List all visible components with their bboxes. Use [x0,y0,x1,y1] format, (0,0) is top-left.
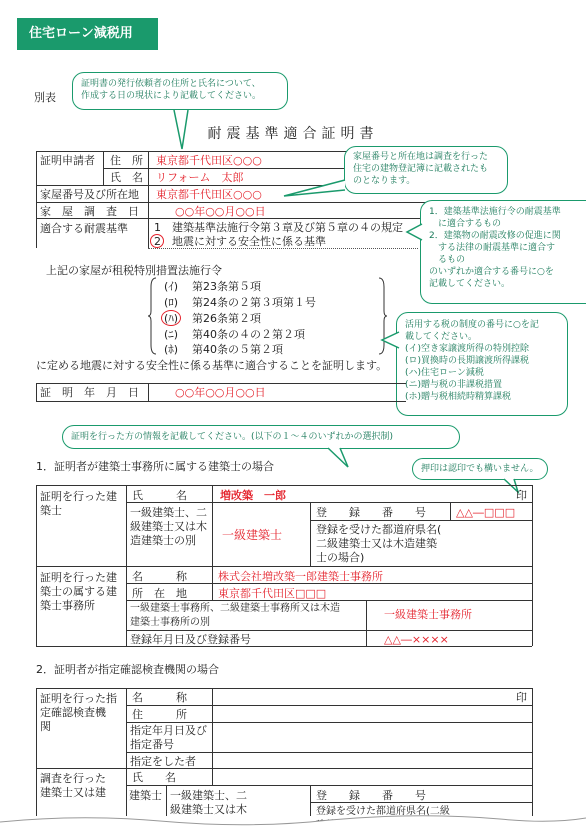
tax-item-text: 第40条の５第２項 [192,343,283,356]
callout-tax-pointer [380,330,400,352]
section1-type-value: 一級建築士 [222,528,283,542]
section2-org-name-label: 名 称 [132,691,187,704]
address-label: 住 所 [110,154,143,167]
house-number-value: 東京都千代田区○○○ [156,188,262,201]
callout-seal: 押印は認印でも構いません。 [412,458,548,480]
section2-heading: 2．証明者が指定確認検査機関の場合 [36,663,219,676]
callout-certifier: 証明を行った方の情報を記載してください。(以下の１～４のいずれかの選択制) [62,425,460,449]
section2-org-label: 証明を行った指 [40,692,117,705]
section2-designator-label: 指定をした者 [130,755,196,768]
section1-office-name-label: 名 称 [132,570,187,583]
section1-person-label: 築士 [40,504,62,517]
section2-designation-label: 指定年月日及び [130,724,207,737]
tax-item-mark: (ﾎ) [164,343,179,356]
tax-item-text: 第23条第５項 [192,280,261,293]
tax-item-text: 第24条の２第３項第１号 [192,296,316,309]
callout-applicant: 証明書の発行依頼者の住所と氏名について、 作成する日の現状により記載してください。 [72,72,288,110]
section2-pref-label: 登録を受けた都道府県名(二級 [316,806,450,817]
section1-office-type-label: 一級建築士事務所、二級建築士事務所又は木造 [130,603,340,614]
section2-type-label: 一級建築士、二 [170,789,247,802]
section1-person-label: 証明を行った建 [40,490,117,503]
section2-inspector-name-label: 氏 名 [132,771,176,784]
section2-inspector-label: 調査を行った [40,772,106,785]
torn-edge [0,812,586,833]
section1-pref-label: 二級建築士又は木造建築 [316,537,437,550]
tax-item-text: 第40条の４の２第２項 [192,328,305,341]
callout-house-number: 家屋番号と所在地は調査を行った 住宅の建物登記簿に記載されたも のとなります。 [344,146,508,194]
house-number-label: 家屋番号及び所在地 [40,188,139,201]
section1-pref-label: 士の場合) [316,551,365,564]
callout-certifier-pointer [320,447,360,469]
section1-name-label: 氏 名 [132,489,187,502]
section1-office-addr-label: 所 在 地 [132,587,187,600]
section2-org-label: 関 [40,720,51,733]
callout-standard-pointer [405,222,423,244]
standard-item-2-number: 2 [154,235,161,248]
banner: 住宅ローン減税用 [17,18,158,50]
section2-reg-no-label: 登 録 番 号 [316,789,426,802]
callout-house-number-pointer [282,178,348,200]
section1-seal: 印 [516,489,527,502]
standard-item-1: 1 建築基準法施行令第３章及び第５章の４の規定 [154,221,403,234]
section1-office-reg-value: △△―×××× [384,633,449,646]
tax-item-mark: (ｲ) [164,280,179,293]
section1-type-label: 級建築士又は木 [130,520,207,533]
section1-reg-no-value: △△―□□□ [456,506,516,519]
page-title: 耐震基準適合証明書 [207,126,379,142]
section1-name-value: 増改築 一郎 [220,489,286,502]
standards-label: 適合する耐震基準 [40,222,128,235]
cert-date-value: ○○年○○月○○日 [175,386,266,399]
section1-office-type-label: 建築士事務所の別 [130,617,210,628]
tax-item-text: 第26条第２項 [192,312,261,325]
tax-item-mark: (ﾆ) [164,328,179,341]
name-value: リフォーム 太郎 [156,171,244,184]
tax-bracket-left [148,277,158,355]
section1-heading: 1．証明者が建築士事務所に属する建築士の場合 [36,460,274,473]
tax-item-mark: (ﾊ) [164,312,179,325]
tax-outro: に定める地震に対する安全性に係る基準に適合することを証明します。 [36,359,388,372]
section1-office-label: 築士の属する建 [40,585,117,598]
standard-item-2: 地震に対する安全性に係る基準 [172,235,326,248]
section1-type-label: 一級建築士、二 [130,506,207,519]
section2-type-label: 級建築士又は木 [170,803,247,816]
section1-office-addr-value: 東京都千代田区□□□ [218,587,327,600]
section1-office-reg-label: 登録年月日及び登録番号 [130,633,251,646]
annex-label: 別表 [34,91,56,104]
section1-reg-no-label: 登 録 番 号 [316,506,426,519]
applicant-label: 証明申請者 [40,154,95,167]
section2-org-label: 定確認検査機 [40,706,106,719]
name-label: 氏 名 [110,171,143,184]
section1-office-label: 証明を行った建 [40,571,117,584]
survey-date-value: ○○年○○月○○日 [175,205,266,218]
section2-designation-label: 指定番号 [130,738,174,751]
section1-office-label: 築士事務所 [40,599,95,612]
section1-type-label: 造建築士の別 [130,534,196,547]
section1-office-name-value: 株式会社増改築一郎建築士事務所 [218,570,383,583]
address-value: 東京都千代田区○○○ [156,154,262,167]
section2-arch-label: 建築士 [129,789,162,802]
callout-tax: 活用する税の制度の番号に○を記 載してください。 (イ)空き家譲渡所得の特別控除 (ロ)買換時の長期譲渡所得課税 (ハ)住宅ローン減税 (ニ)贈与税の非課税措置 (ホ)贈与税相続時精算課税 [396,312,568,416]
tax-intro: 上記の家屋が租税特別措置法施行令 [46,264,222,277]
section2-inspector-label: 建築士又は建 [40,786,106,799]
section1-pref-label: 登録を受けた都道府県名( [316,523,442,536]
section1-office-type-value: 一級建築士事務所 [384,608,472,621]
tax-item-mark: (ﾛ) [164,296,179,309]
survey-date-label: 家 屋 調 査 日 [40,205,139,218]
callout-standard: 1．建築基準法施行令の耐震基準 に適合するもの 2．建築物の耐震改修の促進に関 する法律の耐震基準に適合す るもの のいずれか適合する番号に○を 記載してください。 [420,200,586,304]
section2-org-addr-label: 住 所 [132,708,187,721]
cert-date-label: 証 明 年 月 日 [40,386,139,399]
section2-seal: 印 [516,691,527,704]
